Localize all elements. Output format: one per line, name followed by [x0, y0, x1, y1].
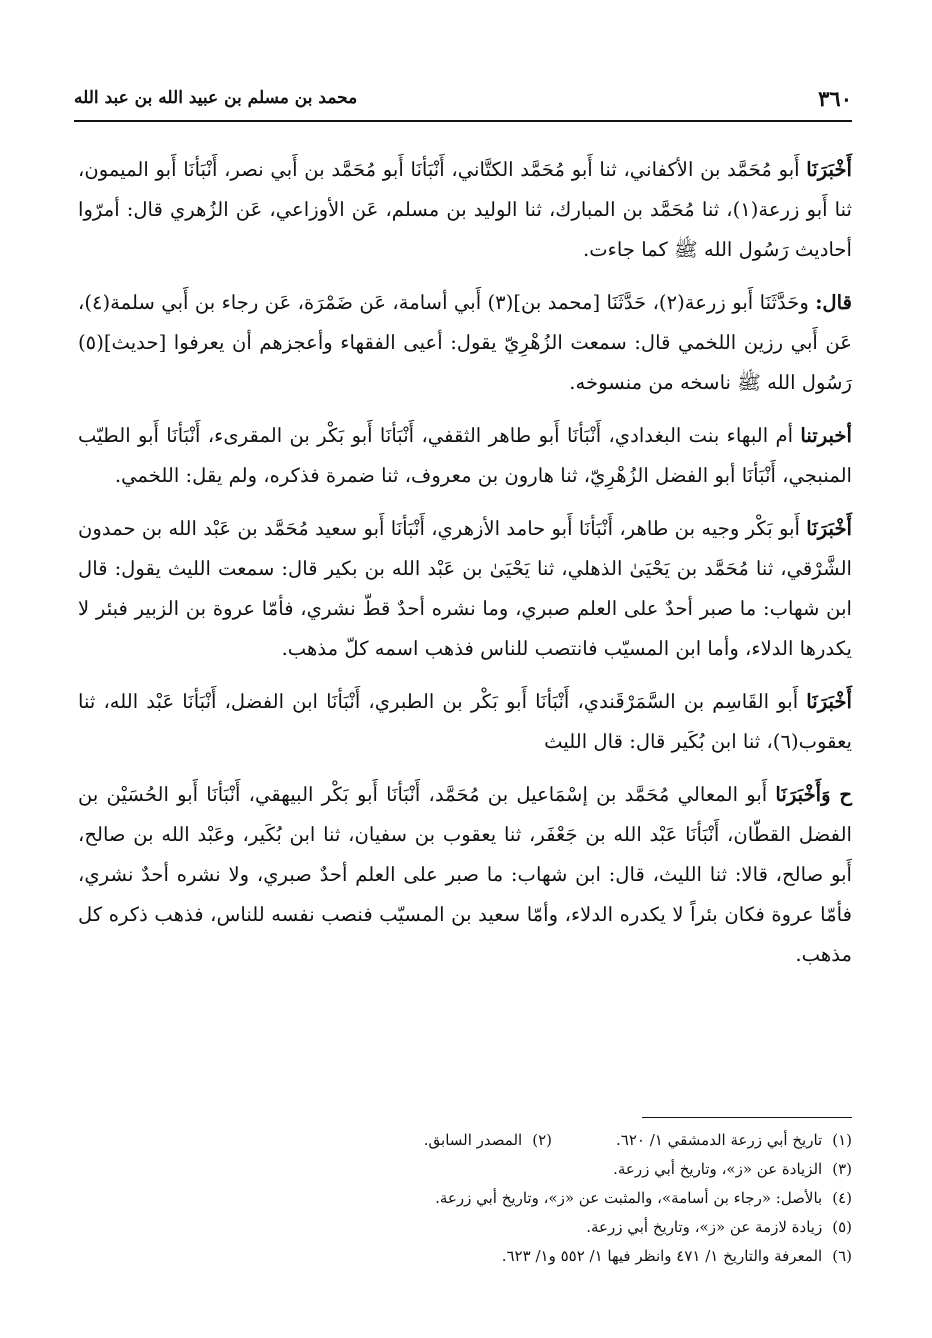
- footnote-text: الزيادة عن «ز»، وتاريخ أبي زرعة.: [613, 1160, 823, 1178]
- footnote-text: بالأصل: «رجاء بن أسامة»، والمثبت عن «ز»، وتاريخ أبي زرعة.: [435, 1189, 823, 1207]
- paragraph: [78, 416, 852, 496]
- paragraph-lead: أخبرتنا: [800, 424, 852, 447]
- footnote-mark: (٦): [832, 1247, 852, 1265]
- running-title: محمد بن مسلم بن عبيد الله بن عبد الله: [74, 88, 358, 108]
- paragraph-text: وحَدَّثَنَا أَبو زرعة(٢)، حَدَّثَنَا [محمد بن](٣) أَبي أسامة، عَن ضَمْرَة، عَن رجاء بن أَبي سلمة(٤)، عَن أَبي رزين اللخمي قال: سمعت الزُهْرِيّ يقول: أعيى الفقهاء وأعجزهم أن يعرفوا [حديث](٥) رَسُول الله ﷺ ناسخه من منسوخه.: [78, 291, 852, 394]
- footnotes: [200, 1126, 852, 1271]
- main-text: [78, 150, 852, 988]
- footnote-text: المعرفة والتاريخ ١/ ٤٧١ وانظر فيها ١/ ٥٥٢ و١/ ٦٢٣.: [501, 1247, 823, 1265]
- footnote-text: تاريخ أبي زرعة الدمشقي ١/ ٦٢٠.: [616, 1131, 823, 1149]
- footnote-item: [424, 1126, 552, 1155]
- paragraph-text: أَبو بَكْر وجيه بن طاهر، أَنْبَأنَا أَبو حامد الأزهري، أَنْبَأنَا أَبو سعيد مُحَمَّد بن عَبْد الله بن حمدون الشَّرْقي، ثنا مُحَمَّد بن يَحْيَىٰ الذهلي، ثنا يَحْيَىٰ بن عَبْد الله بن بكير قال: سمعت الليث يقول: قال ابن شهاب: ما صبر أحدٌ على العلم صبري، وما نشره أحدٌ قطّ نشري، فأمّا عروة بن الزبير فبئر لا يكدرها الدلاء، وأما ابن المسيّب فانتصب للناس فذهب اسمه كلّ مذهب.: [78, 517, 852, 660]
- paragraph-text: أم البهاء بنت البغدادي، أَنْبَأنَا أَبو طاهر الثقفي، أَنْبَأنَا أَبو بَكْر بن المقرىء، أَنْبَأنَا أَبو الطيّب المنبجي، أَنْبَأنَا أبو الفضل الزُهْرِيّ، ثنا هارون بن معروف، ثنا ضمرة فذكره، ولم يقل: اللخمي.: [78, 424, 852, 487]
- footnote-item: [502, 1242, 852, 1271]
- footnote-item: [586, 1213, 852, 1242]
- footnote-row: [200, 1126, 852, 1155]
- paragraph-text: أَبو مُحَمَّد بن الأكفاني، ثنا أَبو مُحَمَّد الكتَّاني، أَنْبَأنَا أَبو مُحَمَّد بن أَبي نصر، أَنْبَأنَا أَبو الميمون، ثنا أَبو زرعة(١)، ثنا مُحَمَّد بن المبارك، ثنا الوليد بن مسلم، عَن الأوزاعي، عَن الزُهري قال: أمرّوا أحاديث رَسُول الله ﷺ كما جاءت.: [78, 158, 852, 261]
- footnote-row: [200, 1155, 852, 1184]
- paragraph: [78, 775, 852, 975]
- paragraph: [78, 682, 852, 762]
- footnote-divider: [642, 1117, 852, 1118]
- footnote-item: [435, 1184, 852, 1213]
- footnote-row: [200, 1242, 852, 1271]
- footnote-mark: (٣): [832, 1160, 852, 1178]
- paragraph-text: أَبو المعالي مُحَمَّد بن إسْمَاعيل بن مُحَمَّد، أَنْبَأنَا أَبو بَكْر البيهقي، أَنْبَأنَا أَبو الحُسَيْن بن الفضل القطّان، أَنْبَأنَا عَبْد الله بن جَعْفَر، ثنا يعقوب بن سفيان، ثنا ابن بُكَير، وعَبْد الله بن صالح، أَبو صالح، قالا: ثنا الليث، قال: ابن شهاب: ما صبر على العلم أحدٌ صبري، ولا نشره أحدٌ نشري، فأمّا عروة فكان بئراً لا يكدره الدلاء، وأمّا سعيد بن المسيّب فنصب نفسه للناس، فذهب ذكره كل مذهب.: [78, 783, 852, 966]
- paragraph-lead: أَخْبَرَنَا: [806, 517, 852, 540]
- footnote-mark: (٤): [832, 1189, 852, 1207]
- footnote-mark: (٥): [832, 1218, 852, 1236]
- footnote-item: [552, 1126, 852, 1155]
- paragraph-text: أَبو القَاسِم بن السَّمَرْقَندي، أَنْبَأنَا أَبو بَكْر بن الطبري، أَنْبَأنَا ابن الفضل، أَنْبَأنَا عَبْد الله، ثنا يعقوب(٦)، ثنا ابن بُكَير قال: قال الليث: [78, 690, 852, 753]
- footnote-text: زيادة لازمة عن «ز»، وتاريخ أبي زرعة.: [586, 1218, 823, 1236]
- paragraph-lead: قال:: [815, 291, 852, 314]
- paragraph: [78, 283, 852, 403]
- footnote-mark: (٢): [532, 1131, 552, 1149]
- paragraph-lead: أَخْبَرَنَا: [806, 158, 852, 181]
- footnote-row: [200, 1184, 852, 1213]
- footnote-mark: (١): [832, 1131, 852, 1149]
- footnote-text: المصدر السابق.: [423, 1131, 523, 1149]
- page-header: [74, 82, 852, 122]
- footnote-row: [200, 1213, 852, 1242]
- footnote-item: [613, 1155, 852, 1184]
- paragraph: [78, 150, 852, 270]
- page-number: ٣٦٠: [818, 86, 852, 111]
- paragraph-lead: ح وَأَخْبَرَنَا: [775, 783, 853, 806]
- paragraph-lead: أَخْبَرَنَا: [806, 690, 852, 713]
- paragraph: [78, 509, 852, 669]
